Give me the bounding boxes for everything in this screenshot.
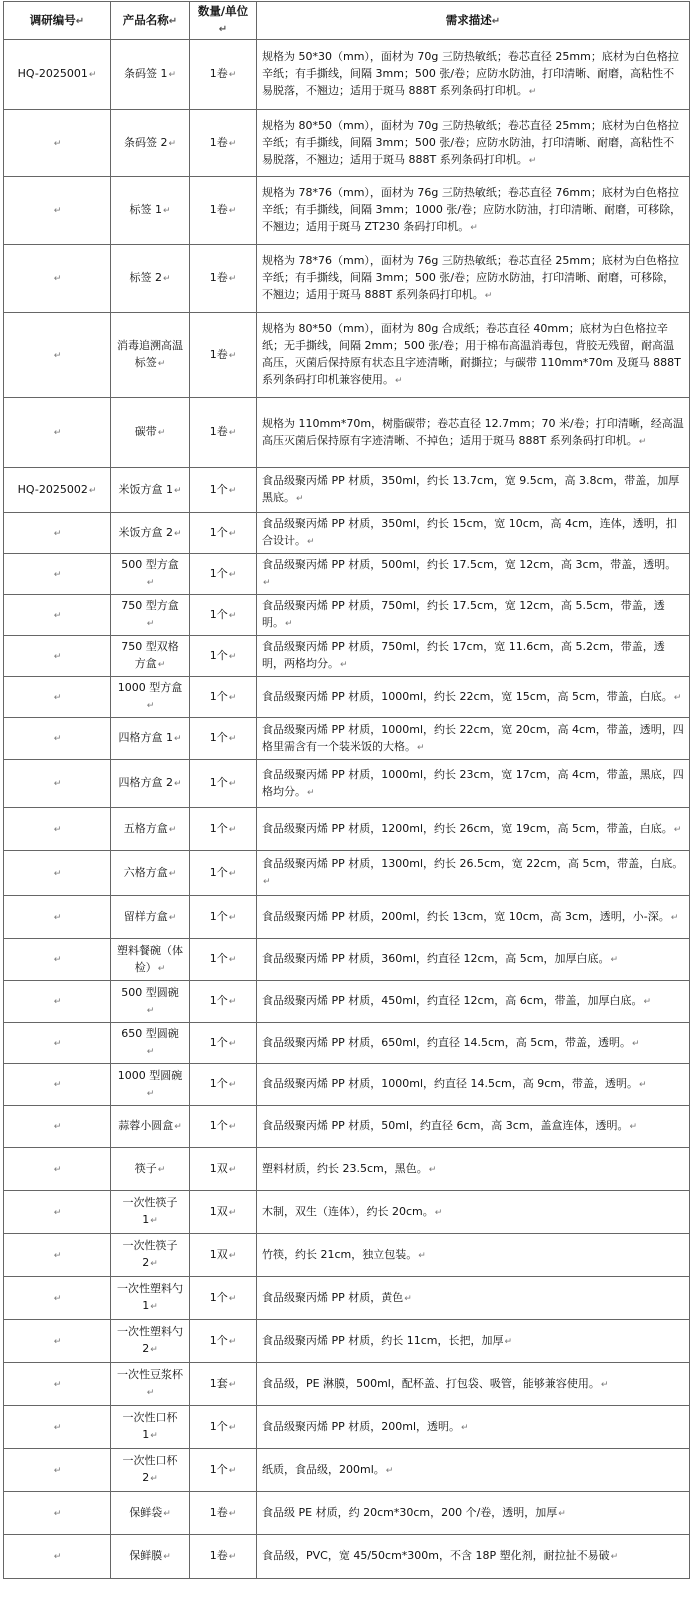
table-row [4, 939, 690, 981]
cell-description: 食品级聚丙烯 PP 材质，1200ml，约长 26cm，宽 19cm，高 5cm，带盖，白底。↵ [257, 808, 690, 851]
cell-product-name: 六格方盒↵ [111, 851, 190, 896]
cell-quantity: 1个↵ [190, 468, 257, 513]
cell-product-name: 一次性筷子 2↵ [111, 1234, 190, 1277]
cell-description: 食品级聚丙烯 PP 材质，200ml，约长 13cm，宽 10cm，高 3cm，透明，小-深。↵ [257, 896, 690, 939]
cell-product-name: 四格方盒 2↵ [111, 760, 190, 808]
cell-quantity: 1个↵ [190, 1106, 257, 1148]
cell-quantity: 1个↵ [190, 1064, 257, 1106]
header-name: 产品名称↵ [111, 2, 190, 40]
table-row [4, 896, 690, 939]
table-row [4, 513, 690, 554]
cell-description: 食品级聚丙烯 PP 材质，750ml，约长 17.5cm，宽 12cm，高 5.5cm，带盖，透明。↵ [257, 595, 690, 636]
cell-quantity: 1个↵ [190, 1023, 257, 1064]
cell-quantity: 1个↵ [190, 1320, 257, 1363]
table-row [4, 718, 690, 760]
cell-research-id: ↵ [4, 245, 111, 313]
cell-product-name: 碳带↵ [111, 398, 190, 468]
cell-quantity: 1个↵ [190, 677, 257, 718]
table-row [4, 110, 690, 177]
cell-quantity: 1个↵ [190, 1406, 257, 1449]
header-desc: 需求描述↵ [257, 2, 690, 40]
table-row [4, 808, 690, 851]
cell-product-name: 650 型圆碗↵ [111, 1023, 190, 1064]
cell-quantity: 1卷↵ [190, 245, 257, 313]
header-id: 调研编号↵ [4, 2, 111, 40]
cell-description: 食品级聚丙烯 PP 材质，1000ml，约长 22cm，宽 20cm，高 4cm，带盖，透明，四格里需含有一个装米饭的大格。↵ [257, 718, 690, 760]
cell-research-id: ↵ [4, 1106, 111, 1148]
cell-description: 规格为 78*76（mm），面材为 76g 三防热敏纸；卷芯直径 25mm；底材为白色格拉辛纸；有手撕线，间隔 3mm；500 张/卷；应防水防油，打印清晰、耐磨，可移除，不翘边；适用于斑马 888T 系列条码打印机。↵ [257, 245, 690, 313]
cell-description: 食品级聚丙烯 PP 材质，350ml，约长 15cm，宽 10cm，高 4cm，连体，透明，扣合设计。↵ [257, 513, 690, 554]
table-row [4, 245, 690, 313]
cell-description: 规格为 110mm*70m，树脂碳带；卷芯直径 12.7mm；70 米/卷；打印清晰，经高温高压灭菌后保持原有字迹清晰、不掉色；适用于斑马 888T 系列条码打印机。↵ [257, 398, 690, 468]
cell-description: 食品级聚丙烯 PP 材质，650ml，约直径 14.5cm，高 5cm，带盖，透明。↵ [257, 1023, 690, 1064]
cell-description: 食品级聚丙烯 PP 材质，约长 11cm，长把，加厚↵ [257, 1320, 690, 1363]
cell-quantity: 1个↵ [190, 760, 257, 808]
cell-product-name: 500 型圆碗↵ [111, 981, 190, 1023]
table-row [4, 313, 690, 398]
cell-product-name: 一次性口杯 2↵ [111, 1449, 190, 1492]
cell-research-id: ↵ [4, 981, 111, 1023]
cell-research-id: ↵ [4, 808, 111, 851]
cell-product-name: 一次性豆浆杯↵ [111, 1363, 190, 1406]
cell-quantity: 1个↵ [190, 554, 257, 595]
cell-description: 纸质，食品级，200ml。↵ [257, 1449, 690, 1492]
cell-quantity: 1个↵ [190, 1449, 257, 1492]
cell-quantity: 1个↵ [190, 513, 257, 554]
cell-research-id: ↵ [4, 1023, 111, 1064]
cell-quantity: 1双↵ [190, 1234, 257, 1277]
table-row [4, 1363, 690, 1406]
cell-description: 食品级聚丙烯 PP 材质，黄色↵ [257, 1277, 690, 1320]
cell-research-id: ↵ [4, 1492, 111, 1535]
cell-product-name: 消毒追溯高温标签↵ [111, 313, 190, 398]
table-row [4, 1023, 690, 1064]
cell-research-id: ↵ [4, 1148, 111, 1191]
table-header-row [4, 2, 690, 40]
cell-quantity: 1个↵ [190, 1277, 257, 1320]
table-row [4, 1535, 690, 1579]
cell-quantity: 1双↵ [190, 1148, 257, 1191]
cell-research-id: ↵ [4, 677, 111, 718]
table-row [4, 40, 690, 110]
cell-product-name: 500 型方盒↵ [111, 554, 190, 595]
cell-research-id: ↵ [4, 398, 111, 468]
cell-description: 食品级聚丙烯 PP 材质，750ml，约长 17cm，宽 11.6cm，高 5.2cm，带盖，透明，两格均分。↵ [257, 636, 690, 677]
cell-research-id: ↵ [4, 1234, 111, 1277]
cell-description: 食品级聚丙烯 PP 材质，500ml，约长 17.5cm，宽 12cm，高 3cm，带盖，透明。↵ [257, 554, 690, 595]
cell-quantity: 1双↵ [190, 1191, 257, 1234]
cell-research-id: ↵ [4, 1535, 111, 1579]
cell-research-id: ↵ [4, 1406, 111, 1449]
cell-description: 食品级聚丙烯 PP 材质，200ml，透明。↵ [257, 1406, 690, 1449]
cell-product-name: 1000 型圆碗↵ [111, 1064, 190, 1106]
cell-research-id: ↵ [4, 177, 111, 245]
cell-research-id: ↵ [4, 896, 111, 939]
cell-product-name: 米饭方盒 2↵ [111, 513, 190, 554]
cell-quantity: 1个↵ [190, 896, 257, 939]
cell-research-id: ↵ [4, 1449, 111, 1492]
cell-quantity: 1个↵ [190, 595, 257, 636]
cell-research-id: ↵ [4, 760, 111, 808]
cell-quantity: 1个↵ [190, 981, 257, 1023]
table-row [4, 851, 690, 896]
table-row [4, 1064, 690, 1106]
cell-quantity: 1卷↵ [190, 177, 257, 245]
cell-research-id: ↵ [4, 1191, 111, 1234]
cell-quantity: 1卷↵ [190, 110, 257, 177]
cell-quantity: 1个↵ [190, 939, 257, 981]
table-row [4, 468, 690, 513]
cell-research-id: ↵ [4, 939, 111, 981]
cell-quantity: 1个↵ [190, 851, 257, 896]
cell-product-name: 750 型双格方盒↵ [111, 636, 190, 677]
table-row [4, 677, 690, 718]
table-row [4, 595, 690, 636]
table-row [4, 554, 690, 595]
cell-description: 食品级，PE 淋膜，500ml，配杯盖、打包袋、吸管，能够兼容使用。↵ [257, 1363, 690, 1406]
cell-product-name: 五格方盒↵ [111, 808, 190, 851]
cell-product-name: 一次性口杯 1↵ [111, 1406, 190, 1449]
cell-description: 食品级，PVC，宽 45/50cm*300m，不含 18P 塑化剂，耐拉扯不易破↵ [257, 1535, 690, 1579]
table-row [4, 1492, 690, 1535]
cell-product-name: 筷子↵ [111, 1148, 190, 1191]
cell-product-name: 标签 1↵ [111, 177, 190, 245]
cell-description: 木制，双生（连体），约长 20cm。↵ [257, 1191, 690, 1234]
cell-research-id: ↵ [4, 636, 111, 677]
table-body [4, 40, 690, 1579]
cell-product-name: 条码签 1↵ [111, 40, 190, 110]
requirements-table [3, 1, 690, 1579]
table-row [4, 1277, 690, 1320]
table-row [4, 981, 690, 1023]
cell-description: 食品级聚丙烯 PP 材质，1000ml，约长 23cm，宽 17cm，高 4cm，带盖，黑底，四格均分。↵ [257, 760, 690, 808]
cell-product-name: 四格方盒 1↵ [111, 718, 190, 760]
table-row [4, 1106, 690, 1148]
cell-research-id: ↵ [4, 1277, 111, 1320]
cell-description: 规格为 80*50（mm），面材为 70g 三防热敏纸；卷芯直径 25mm；底材为白色格拉辛纸；有手撕线，间隔 3mm；500 张/卷；应防水防油，打印清晰、耐磨，高粘性不易脱落，不翘边；适用于斑马 888T 系列条码打印机。↵ [257, 110, 690, 177]
cell-description: 食品级聚丙烯 PP 材质，1000ml，约长 22cm，宽 15cm，高 5cm，带盖，白底。↵ [257, 677, 690, 718]
cell-product-name: 1000 型方盒↵ [111, 677, 190, 718]
cell-product-name: 保鲜袋↵ [111, 1492, 190, 1535]
cell-quantity: 1个↵ [190, 636, 257, 677]
cell-description: 规格为 50*30（mm），面材为 70g 三防热敏纸；卷芯直径 25mm；底材为白色格拉辛纸；有手撕线，间隔 3mm；500 张/卷；应防水防油，打印清晰、耐磨，高粘性不易脱落，不翘边；适用于斑马 888T 系列条码打印机。↵ [257, 40, 690, 110]
cell-product-name: 条码签 2↵ [111, 110, 190, 177]
cell-product-name: 塑料餐碗（体检）↵ [111, 939, 190, 981]
table-row [4, 1320, 690, 1363]
cell-quantity: 1卷↵ [190, 1535, 257, 1579]
cell-research-id: ↵ [4, 1064, 111, 1106]
cell-research-id: HQ-2025001↵ [4, 40, 111, 110]
cell-research-id: ↵ [4, 851, 111, 896]
cell-research-id: ↵ [4, 554, 111, 595]
cell-quantity: 1卷↵ [190, 40, 257, 110]
cell-research-id: ↵ [4, 718, 111, 760]
cell-research-id: ↵ [4, 1320, 111, 1363]
cell-product-name: 一次性塑料勺 2↵ [111, 1320, 190, 1363]
cell-quantity: 1卷↵ [190, 313, 257, 398]
cell-quantity: 1套↵ [190, 1363, 257, 1406]
cell-research-id: ↵ [4, 595, 111, 636]
table-row [4, 1191, 690, 1234]
cell-quantity: 1个↵ [190, 808, 257, 851]
cell-quantity: 1卷↵ [190, 1492, 257, 1535]
table-row [4, 760, 690, 808]
cell-product-name: 一次性塑料勺 1↵ [111, 1277, 190, 1320]
cell-description: 食品级 PE 材质，约 20cm*30cm，200 个/卷，透明，加厚↵ [257, 1492, 690, 1535]
cell-research-id: ↵ [4, 513, 111, 554]
cell-product-name: 750 型方盒↵ [111, 595, 190, 636]
cell-description: 竹筷，约长 21cm，独立包装。↵ [257, 1234, 690, 1277]
cell-description: 食品级聚丙烯 PP 材质，350ml，约长 13.7cm，宽 9.5cm，高 3.8cm，带盖，加厚黑底。↵ [257, 468, 690, 513]
table-row [4, 1449, 690, 1492]
cell-description: 食品级聚丙烯 PP 材质，1300ml，约长 26.5cm，宽 22cm，高 5cm，带盖，白底。↵ [257, 851, 690, 896]
cell-quantity: 1个↵ [190, 718, 257, 760]
cell-quantity: 1卷↵ [190, 398, 257, 468]
table-row [4, 398, 690, 468]
cell-description: 食品级聚丙烯 PP 材质，450ml，约直径 12cm，高 6cm，带盖，加厚白底。↵ [257, 981, 690, 1023]
cell-description: 食品级聚丙烯 PP 材质，1000ml，约直径 14.5cm，高 9cm，带盖，透明。↵ [257, 1064, 690, 1106]
cell-research-id: ↵ [4, 1363, 111, 1406]
cell-description: 塑料材质，约长 23.5cm，黑色。↵ [257, 1148, 690, 1191]
requirements-document [3, 1, 689, 1579]
header-qty: 数量/单位↵ [190, 2, 257, 40]
cell-research-id: HQ-2025002↵ [4, 468, 111, 513]
cell-research-id: ↵ [4, 313, 111, 398]
table-row [4, 177, 690, 245]
table-row [4, 1406, 690, 1449]
table-row [4, 1234, 690, 1277]
table-row [4, 1148, 690, 1191]
cell-product-name: 标签 2↵ [111, 245, 190, 313]
cell-product-name: 保鲜膜↵ [111, 1535, 190, 1579]
cell-product-name: 米饭方盒 1↵ [111, 468, 190, 513]
cell-description: 食品级聚丙烯 PP 材质，50ml，约直径 6cm，高 3cm，盖盒连体，透明。↵ [257, 1106, 690, 1148]
cell-product-name: 一次性筷子 1↵ [111, 1191, 190, 1234]
cell-description: 规格为 80*50（mm），面材为 80g 合成纸；卷芯直径 40mm；底材为白色格拉辛纸；无手撕线，间隔 2mm；500 张/卷；用于棉布高温消毒包，背胶无残留，耐高温高压，灭菌后保持原有状态且字迹清晰，耐撕拉；与碳带 110mm*70m 及斑马 888T 系列条码打印机兼容使用。↵ [257, 313, 690, 398]
table-row [4, 636, 690, 677]
cell-description: 规格为 78*76（mm），面材为 76g 三防热敏纸；卷芯直径 76mm；底材为白色格拉辛纸；有手撕线，间隔 3mm；1000 张/卷；应防水防油，打印清晰、耐磨，可移除，不翘边；适用于斑马 ZT230 条码打印机。↵ [257, 177, 690, 245]
cell-description: 食品级聚丙烯 PP 材质，360ml，约直径 12cm，高 5cm，加厚白底。↵ [257, 939, 690, 981]
cell-research-id: ↵ [4, 110, 111, 177]
cell-product-name: 蒜蓉小圆盒↵ [111, 1106, 190, 1148]
cell-product-name: 留样方盒↵ [111, 896, 190, 939]
